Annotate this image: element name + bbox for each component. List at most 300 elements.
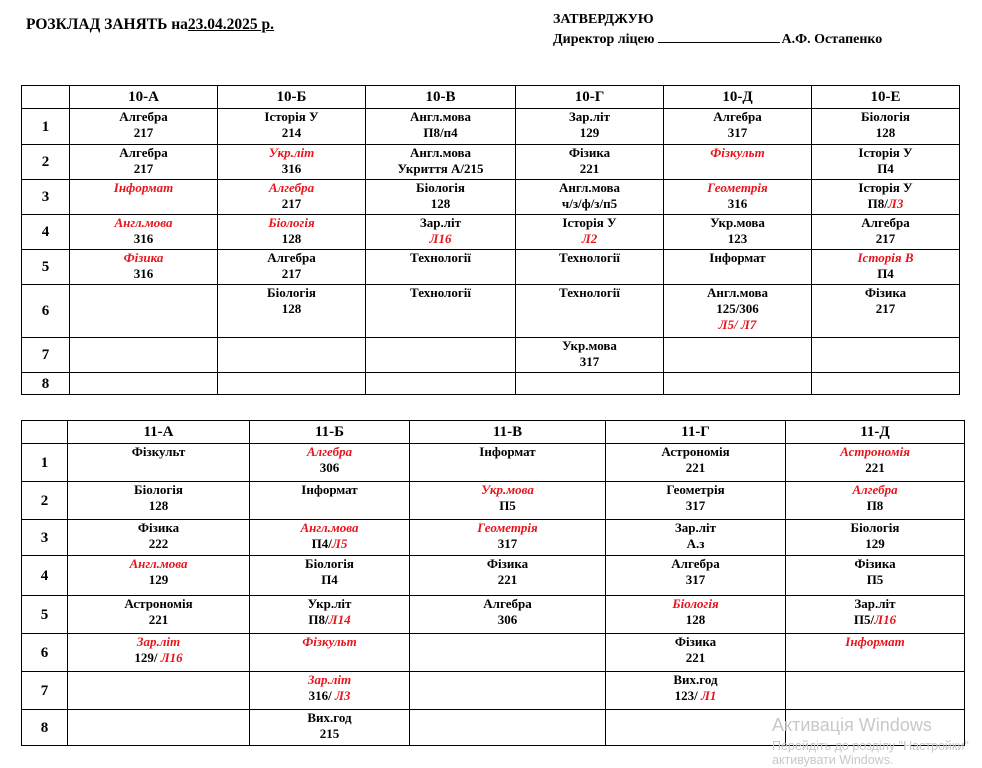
watermark-hint: Перейдіть до розділу "Настройки": [772, 739, 969, 753]
room-text: 217: [281, 196, 302, 211]
subject-name: [70, 145, 217, 161]
subject-name: [250, 672, 409, 688]
lesson-cell: [812, 338, 960, 373]
subject-name: [664, 250, 811, 266]
room-number: [68, 498, 249, 514]
lesson-cell: [786, 444, 965, 482]
room-text: 217: [281, 266, 302, 281]
room-number: [250, 612, 409, 628]
subject-text: Алгебра: [267, 250, 316, 265]
room-text: 129/: [134, 650, 161, 665]
subject-name: [516, 338, 663, 354]
room-text: 215: [319, 726, 340, 741]
room-number: [786, 572, 964, 588]
lesson-cell: [664, 215, 812, 250]
lesson-cell: [68, 482, 250, 520]
lesson-cell: [68, 672, 250, 710]
subject-name: [812, 285, 959, 301]
lesson-cell: [606, 634, 786, 672]
lesson-cell: [250, 634, 410, 672]
room-number: [218, 266, 365, 282]
lesson-cell: [218, 109, 366, 145]
lesson-cell: [664, 180, 812, 215]
director-label: Директор ліцею: [553, 32, 655, 47]
lesson-number: 1: [22, 444, 68, 482]
lesson-cell: [516, 373, 664, 395]
room-text: П8: [866, 498, 884, 513]
room-number: [250, 726, 409, 742]
class-header: 11-Д: [786, 421, 965, 444]
lesson-cell: [812, 109, 960, 145]
lesson-row: [22, 520, 965, 556]
subject-name: [812, 250, 959, 266]
lesson-cell: [68, 634, 250, 672]
signature-line: [658, 30, 780, 43]
room-number: [410, 498, 605, 514]
watermark-title: Активація Windows: [772, 715, 932, 735]
lesson-cell: [366, 215, 516, 250]
subject-name: [366, 215, 515, 231]
substitute-room: Л1: [700, 688, 717, 703]
subject-name: [366, 145, 515, 161]
subject-text: Інформат: [845, 634, 905, 649]
subject-text: Інформат: [479, 444, 536, 459]
subject-text: Інформат: [113, 180, 174, 195]
subject-text: Історія У: [858, 180, 913, 195]
room-number: [250, 688, 409, 704]
subject-name: [70, 180, 217, 196]
subject-name: [218, 145, 365, 161]
room-number: [366, 196, 515, 212]
title-prefix: РОЗКЛАД ЗАНЯТЬ на: [26, 16, 188, 33]
subject-text: Історія У: [264, 109, 319, 124]
room-number: [664, 231, 811, 247]
room-number: [606, 460, 785, 476]
subject-name: [366, 109, 515, 125]
subject-text: Біологія: [267, 285, 316, 300]
lesson-cell: [250, 672, 410, 710]
room-text: Л2: [581, 231, 598, 246]
subject-text: Фізика: [123, 250, 164, 265]
subject-text: Технології: [559, 250, 620, 265]
lesson-cell: [606, 556, 786, 596]
lesson-cell: [516, 109, 664, 145]
lesson-cell: [70, 285, 218, 338]
lesson-cell: [410, 556, 606, 596]
room-number: [812, 266, 959, 282]
subject-name: [812, 180, 959, 196]
subject-name: [812, 145, 959, 161]
subject-text: Вих.год: [673, 672, 718, 687]
subject-text: Інформат: [709, 250, 766, 265]
lesson-number: 5: [22, 250, 70, 285]
substitute-room: Л16: [160, 650, 183, 665]
subject-name: [68, 634, 249, 650]
corner-cell: [22, 86, 70, 109]
class-header: 10-Д: [664, 86, 812, 109]
room-text: 221: [685, 650, 706, 665]
lesson-row: [22, 556, 965, 596]
lesson-number: 4: [22, 215, 70, 250]
lesson-cell: [786, 634, 965, 672]
lesson-cell: [664, 250, 812, 285]
substitute-room: Л16: [874, 612, 897, 627]
room-text: 129: [148, 572, 169, 587]
room-text: 128: [148, 498, 169, 513]
subject-text: Алгебра: [268, 180, 315, 195]
room-number: [786, 498, 964, 514]
lesson-cell: [812, 215, 960, 250]
lesson-row: [22, 285, 960, 338]
room-text: П8/п4: [423, 125, 458, 140]
room-text: 129: [865, 536, 885, 551]
room-number: [250, 572, 409, 588]
schedule-title: [26, 16, 274, 34]
subject-text: Інформат: [301, 482, 358, 497]
lesson-row: [22, 672, 965, 710]
subject-text: Алгебра: [852, 482, 898, 497]
lesson-number: 8: [22, 710, 68, 746]
room-number: [606, 650, 785, 666]
room-text: 123/: [674, 688, 701, 703]
lesson-cell: [250, 556, 410, 596]
lesson-row: [22, 250, 960, 285]
lesson-number: 2: [22, 145, 70, 180]
room-text: 316/: [308, 688, 335, 703]
subject-text: Біологія: [861, 109, 910, 124]
lesson-cell: [218, 180, 366, 215]
subject-name: [250, 710, 409, 726]
lesson-cell: [366, 373, 516, 395]
lesson-cell: [516, 285, 664, 338]
class-header: 11-Б: [250, 421, 410, 444]
room-text: П4: [877, 266, 894, 281]
director-name: А.Ф. Остапенко: [781, 32, 883, 47]
substitute-room: Л5: [331, 536, 348, 551]
subject-name: [250, 556, 409, 572]
room-number: [218, 125, 365, 141]
lesson-cell: [70, 250, 218, 285]
room-number: [68, 612, 249, 628]
room-text: 221: [497, 572, 518, 587]
subject-name: [410, 444, 605, 460]
room-number: [606, 572, 785, 588]
room-text: П5: [866, 572, 884, 587]
subject-name: [516, 215, 663, 231]
subject-text: Вих.год: [307, 710, 352, 725]
lesson-cell: [68, 710, 250, 746]
lesson-cell: [218, 250, 366, 285]
room-number: [250, 460, 409, 476]
lesson-cell: [786, 482, 965, 520]
subject-text: Укр.літ: [268, 145, 315, 160]
lesson-cell: [664, 338, 812, 373]
lesson-row: [22, 180, 960, 215]
subject-name: [606, 444, 785, 460]
room-number: [606, 536, 785, 552]
room-number: [516, 196, 663, 212]
lesson-cell: [516, 338, 664, 373]
lesson-cell: [606, 520, 786, 556]
subject-text: Біологія: [268, 215, 315, 230]
schedule-table-11: [21, 420, 965, 746]
lesson-number: 7: [22, 338, 70, 373]
class-header: 10-Б: [218, 86, 366, 109]
class-header: 11-Г: [606, 421, 786, 444]
subject-name: [786, 444, 964, 460]
subject-name: [664, 285, 811, 301]
subject-name: [786, 596, 964, 612]
subject-name: [606, 672, 785, 688]
title-date: 23.04.2025 р.: [187, 16, 275, 33]
lesson-cell: [606, 672, 786, 710]
room-number: [812, 301, 959, 317]
lesson-cell: [812, 285, 960, 338]
lesson-number: 3: [22, 180, 70, 215]
room-number: [218, 196, 365, 212]
substitute-room: Л3: [334, 688, 351, 703]
room-text: 316: [133, 266, 154, 281]
room-text: 317: [727, 125, 748, 140]
lesson-cell: [786, 556, 965, 596]
room-number: [516, 161, 663, 177]
subject-text: Укр.мова: [481, 482, 534, 497]
room-text: П8/: [867, 196, 888, 211]
subject-name: [786, 482, 964, 498]
subject-text: Фізика: [864, 285, 907, 300]
lesson-cell: [70, 338, 218, 373]
subject-text: Англ.мова: [558, 180, 621, 195]
subject-text: Алгебра: [306, 444, 353, 459]
lesson-cell: [70, 109, 218, 145]
subject-name: [410, 482, 605, 498]
room-text: 317: [579, 354, 600, 369]
room-text: 128: [281, 301, 302, 316]
room-text: 129: [579, 125, 600, 140]
room-number: [70, 161, 217, 177]
room-text: ч/з/ф/з/п5: [561, 196, 618, 211]
subject-text: Історія В: [857, 250, 914, 265]
lesson-cell: [410, 482, 606, 520]
lesson-cell: [606, 482, 786, 520]
lesson-cell: [410, 444, 606, 482]
room-number: [812, 161, 959, 177]
room-text: П8/: [308, 612, 329, 627]
subject-name: [70, 250, 217, 266]
subject-text: Біологія: [134, 482, 183, 497]
lesson-cell: [606, 710, 786, 746]
subject-name: [516, 109, 663, 125]
lesson-cell: [250, 710, 410, 746]
room-number: [70, 125, 217, 141]
subject-name: [664, 180, 811, 196]
room-text: П5/: [853, 612, 875, 627]
lesson-cell: [664, 285, 812, 338]
subject-name: [786, 634, 964, 650]
subject-name: [606, 634, 785, 650]
subject-text: Алгебра: [483, 596, 532, 611]
lesson-row: [22, 109, 960, 145]
subject-text: Біологія: [416, 180, 465, 195]
room-number: [516, 354, 663, 370]
room-text: 128: [875, 125, 896, 140]
subject-name: [516, 180, 663, 196]
room-number: [68, 650, 249, 666]
subject-text: Фізика: [137, 520, 180, 535]
lesson-cell: [664, 145, 812, 180]
room-number: [70, 231, 217, 247]
lesson-cell: [218, 145, 366, 180]
lesson-cell: [70, 215, 218, 250]
approve-label: ЗАТВЕРДЖУЮ: [553, 12, 654, 27]
lesson-number: 6: [22, 634, 68, 672]
room-text: 217: [133, 125, 154, 140]
subject-text: Фізика: [674, 634, 717, 649]
lesson-cell: [786, 520, 965, 556]
lesson-cell: [218, 215, 366, 250]
lesson-cell: [70, 373, 218, 395]
room-number: [218, 161, 365, 177]
lesson-cell: [218, 373, 366, 395]
subject-text: Алгебра: [713, 109, 762, 124]
room-text: П5: [499, 498, 516, 513]
room-text: А.з: [686, 536, 705, 551]
subject-text: Астрономія: [840, 444, 910, 459]
substitute-room: Л3: [887, 196, 904, 211]
subject-name: [250, 444, 409, 460]
subject-name: [250, 482, 409, 498]
class-header: 10-А: [70, 86, 218, 109]
lesson-cell: [410, 634, 606, 672]
room-number: [516, 125, 663, 141]
subject-name: [250, 634, 409, 650]
room-text: 128: [430, 196, 451, 211]
lesson-cell: [68, 520, 250, 556]
subject-name: [786, 556, 964, 572]
lesson-cell: [410, 672, 606, 710]
substitute-room: Л14: [328, 612, 351, 627]
room-number: [664, 125, 811, 141]
subject-text: Біологія: [305, 556, 354, 571]
lesson-cell: [606, 596, 786, 634]
subject-name: [250, 520, 409, 536]
subject-text: Астрономія: [661, 444, 730, 459]
subject-name: [68, 520, 249, 536]
subject-text: Алгебра: [119, 145, 168, 160]
subject-name: [516, 145, 663, 161]
lesson-cell: [786, 672, 965, 710]
subject-text: Фізика: [854, 556, 896, 571]
subject-name: [516, 285, 663, 301]
subject-name: [606, 596, 785, 612]
subject-name: [218, 285, 365, 301]
subject-text: Біологія: [672, 596, 719, 611]
lesson-number: 4: [22, 556, 68, 596]
subject-text: Зар.літ: [307, 672, 352, 687]
subject-name: [812, 215, 959, 231]
lesson-cell: [250, 482, 410, 520]
subject-name: [218, 109, 365, 125]
subject-text: Біологія: [850, 520, 900, 535]
room-text: Укриття А/215: [397, 161, 484, 176]
lesson-number: 1: [22, 109, 70, 145]
subject-name: [68, 596, 249, 612]
subject-text: Алгебра: [861, 215, 910, 230]
subject-text: Алгебра: [671, 556, 720, 571]
lesson-cell: [218, 338, 366, 373]
room-text: 128: [685, 612, 706, 627]
subject-text: Фізкульт: [302, 634, 357, 649]
room-text: 217: [875, 231, 896, 246]
subject-name: [366, 180, 515, 196]
room-number: [812, 196, 959, 212]
subject-text: Технології: [410, 285, 471, 300]
room-number: [812, 231, 959, 247]
lesson-row: [22, 373, 960, 395]
lesson-cell: [786, 596, 965, 634]
subject-text: Геометрія: [666, 482, 725, 497]
lesson-row: [22, 634, 965, 672]
room-text: 221: [148, 612, 169, 627]
subject-name: [606, 520, 785, 536]
subject-text: Геометрія: [707, 180, 768, 195]
subject-text: Геометрія: [477, 520, 538, 535]
subject-name: [664, 145, 811, 161]
subject-text: Англ.мова: [409, 145, 472, 160]
room-number: [812, 125, 959, 141]
subject-text: Укр.мова: [710, 215, 765, 230]
lesson-cell: [664, 373, 812, 395]
room-text: 306: [497, 612, 518, 627]
room-text: Л5/ Л7: [718, 317, 757, 332]
room-number: [664, 317, 811, 333]
lesson-cell: [68, 444, 250, 482]
class-header: 10-Е: [812, 86, 960, 109]
subject-text: Англ.мова: [114, 215, 173, 230]
lesson-number: 5: [22, 596, 68, 634]
room-number: [606, 612, 785, 628]
room-text: 316: [281, 161, 302, 176]
lesson-cell: [70, 180, 218, 215]
lesson-cell: [516, 145, 664, 180]
room-text: П4/: [311, 536, 332, 551]
subject-text: Історія У: [562, 215, 617, 230]
lesson-cell: [516, 250, 664, 285]
room-text: 221: [579, 161, 600, 176]
lesson-cell: [812, 373, 960, 395]
subject-text: Алгебра: [119, 109, 168, 124]
corner-cell: [22, 421, 68, 444]
subject-text: Зар.літ: [674, 520, 717, 535]
lesson-cell: [366, 250, 516, 285]
lesson-cell: [366, 285, 516, 338]
lesson-cell: [366, 109, 516, 145]
lesson-cell: [812, 145, 960, 180]
lesson-row: [22, 145, 960, 180]
lesson-cell: [410, 596, 606, 634]
room-text: 222: [148, 536, 169, 551]
subject-text: Астрономія: [124, 596, 193, 611]
room-number: [516, 231, 663, 247]
room-number: [606, 688, 785, 704]
lesson-cell: [250, 444, 410, 482]
director-line: [553, 30, 882, 50]
room-number: [410, 572, 605, 588]
subject-text: Англ.мова: [706, 285, 769, 300]
subject-text: Зар.літ: [136, 634, 181, 649]
room-number: [366, 125, 515, 141]
subject-name: [606, 482, 785, 498]
